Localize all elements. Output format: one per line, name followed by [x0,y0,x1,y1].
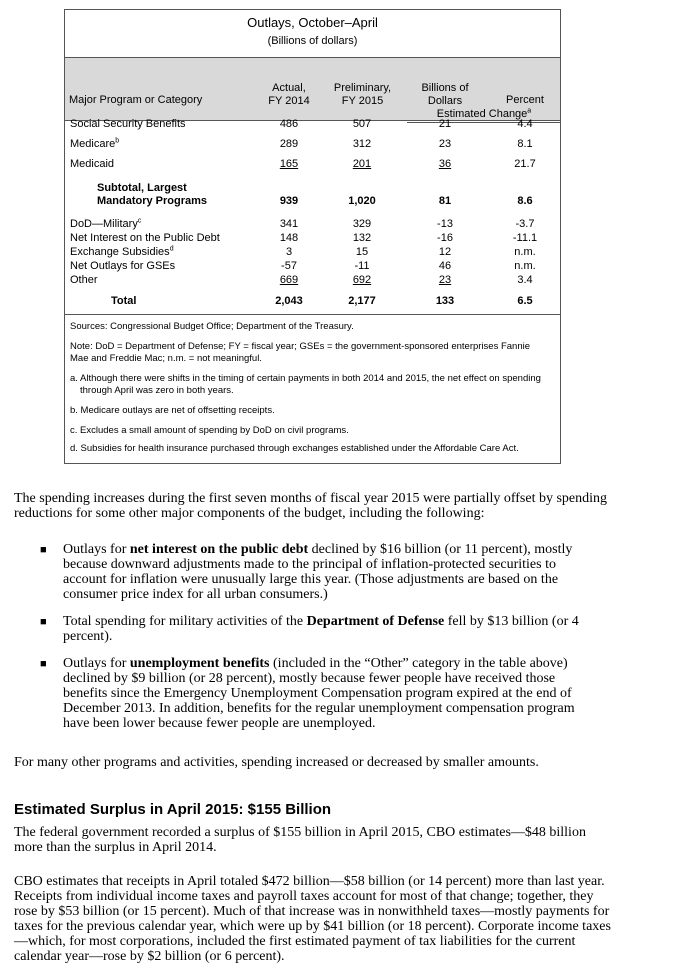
abbrev-note: Note: DoD = Department of Defense; FY = fiscal year; GSEs = the government-sponsored enterprises Fannie Mae and Freddie Mac; n.m. = not meaningful. [70,341,531,364]
col-header-prelim-l2: FY 2015 [341,95,384,107]
cell-prelim: 1,020 [348,195,376,207]
cell-dollars: -13 [437,218,453,230]
cell-dollars: 12 [438,246,452,258]
cell-prelim: 15 [355,246,369,258]
cell-dollars: 46 [438,260,452,272]
table-row [65,260,560,274]
row-label: DoD—Military$^c$ [70,217,142,230]
total-row [65,295,560,309]
row-label: Medicare$^b$ [70,137,120,150]
cell-dollars: 81 [438,195,452,207]
cell-actual: 669 [279,274,299,286]
row-label: Other [70,274,98,286]
row-label: Social Security Benefits [70,118,186,130]
surplus-paragraph: The federal government recorded a surplus of $155 billion in April 2015, CBO estimates—$48 billion more than the surplus in April 2014. [14,825,586,855]
outlays-table [64,9,561,464]
table-title: Outlays, October–April [247,15,378,30]
table-subtitle: (Billions of dollars) [267,35,358,47]
col-header-dollars-l2: Dollars [427,95,463,107]
table-notes [65,314,560,454]
cell-percent: n.m. [514,260,536,272]
col-header-prelim [325,82,400,108]
cell-actual: 165 [279,158,299,170]
col-header-category: Major Program or Category [69,94,203,106]
footnote-d: d. Subsidies for health insurance purchased through exchanges established under the Affordable Care Act. [70,443,519,454]
table-header [65,57,560,121]
footnote-b: b. Medicare outlays are net of offsetting receipts. [70,405,275,416]
subtotal-label: Subtotal, Largest Mandatory Programs [97,182,208,207]
cell-actual: 289 [279,138,299,150]
cell-dollars: 23 [438,138,452,150]
cell-prelim: 132 [352,232,372,244]
cell-percent: 8.1 [517,138,533,150]
table-row [65,246,560,260]
cell-percent: -11.1 [512,232,538,244]
col-header-dollars-l1: Billions of [421,82,469,94]
table-row [65,274,560,288]
receipts-paragraph: CBO estimates that receipts in April totaled $472 billion—$58 billion (or 14 percent) more than last year. Receipts from individual income taxes and payroll taxes account for most of that change; together, they rose by $53 billion (or 15 percent). Much of that increase was in nonwithheld taxes—mostly payments for taxes for the previous calendar year, which were up by $41 billion (or 18 percent). Corporate income taxes—which, for most corporations, included the first estimated payment of tax liabilities for the current calendar year—rose by $2 billion (or 6 percent). [14,874,611,964]
cell-prelim: -11 [354,260,370,272]
table-row [65,158,560,172]
cell-actual: -57 [281,260,297,272]
group-header-sup: a [527,107,532,115]
cell-dollars: -16 [437,232,453,244]
col-header-actual-l2: FY 2014 [268,95,310,107]
row-label: Medicaid [70,158,115,170]
cell-prelim: 507 [352,118,372,130]
cell-dollars: 23 [438,274,452,286]
cell-percent: -3.7 [515,218,535,230]
total-label: Total [111,295,137,307]
col-header-actual-l1: Actual, [272,82,306,94]
subtotal-row [65,182,560,212]
cell-actual: 3 [285,246,293,258]
cell-percent: 8.6 [517,195,533,207]
table-row [65,118,560,132]
group-header-text: Estimated Change [436,108,528,120]
cell-percent: n.m. [514,246,536,258]
bullet-item: Total spending for military activities of the Department of Defense fell by $13 billion (or 4 percent). [63,614,579,644]
footnote-a: a. Although there were shifts in the timing of certain payments in both 2014 and 2015, the net effect on spending through April was zero in both years. [70,373,541,396]
section-heading: Estimated Surplus in April 2015: $155 Billion [14,801,332,818]
col-header-prelim-l1: Preliminary, [333,82,392,94]
bullet-item: Outlays for unemployment benefits (included in the “Other” category in the table above) declined by $9 billion (or 28 percent), mostly because fewer people have received those benefits since the Emergency Unemployment Compensation program expired at the end of December 2013. In addition, benefits for the regular unemployment compensation program have been lower because fewer people are unemployed. [63,656,575,731]
bullet-marker: ■ [40,616,47,628]
cell-prelim: 692 [352,274,372,286]
cell-dollars: 36 [438,158,452,170]
col-header-dollars [410,82,480,108]
bullet-marker: ■ [40,658,47,670]
row-label: Net Interest on the Public Debt [70,232,220,244]
cell-prelim: 329 [352,218,372,230]
row-label: Exchange Subsidies$^d$ [70,245,174,258]
cell-actual: 939 [279,195,299,207]
cell-dollars: 21 [438,118,452,130]
cell-prelim: 201 [352,158,372,170]
cell-percent: 4.4 [517,118,533,130]
row-label: Net Outlays for GSEs [70,260,176,272]
cell-actual: 148 [279,232,299,244]
bullet-marker: ■ [40,544,47,556]
footnote-c: c. Excludes a small amount of spending by DoD on civil programs. [70,425,349,436]
bullet-item: Outlays for net interest on the public debt declined by $16 billion (or 11 percent), mostly because downward adjustments made to the principal of inflation-protected securities to account for inflation were unusually large this year. (Those adjustments are based on the consumer price index for all urban consumers.) [63,542,573,602]
closing-paragraph: For many other programs and activities, spending increased or decreased by smaller amounts. [14,755,539,770]
sources-note: Sources: Congressional Budget Office; Department of the Treasury. [70,321,354,332]
cell-percent: 21.7 [514,158,536,170]
cell-prelim: 312 [352,138,372,150]
intro-paragraph: The spending increases during the first seven months of fiscal year 2015 were partially offset by spending reductions for some other major components of the budget, including the following: [14,491,608,521]
cell-actual: 2,043 [275,295,303,307]
table-row [65,218,560,232]
cell-dollars: 133 [435,295,455,307]
col-header-percent: Percent [506,94,544,106]
table-row [65,232,560,246]
cell-prelim: 2,177 [348,295,376,307]
cell-percent: 6.5 [517,295,533,307]
cell-actual: 486 [279,118,299,130]
cell-actual: 341 [279,218,299,230]
table-row [65,138,560,152]
col-header-actual [254,82,324,108]
cell-percent: 3.4 [517,274,533,286]
